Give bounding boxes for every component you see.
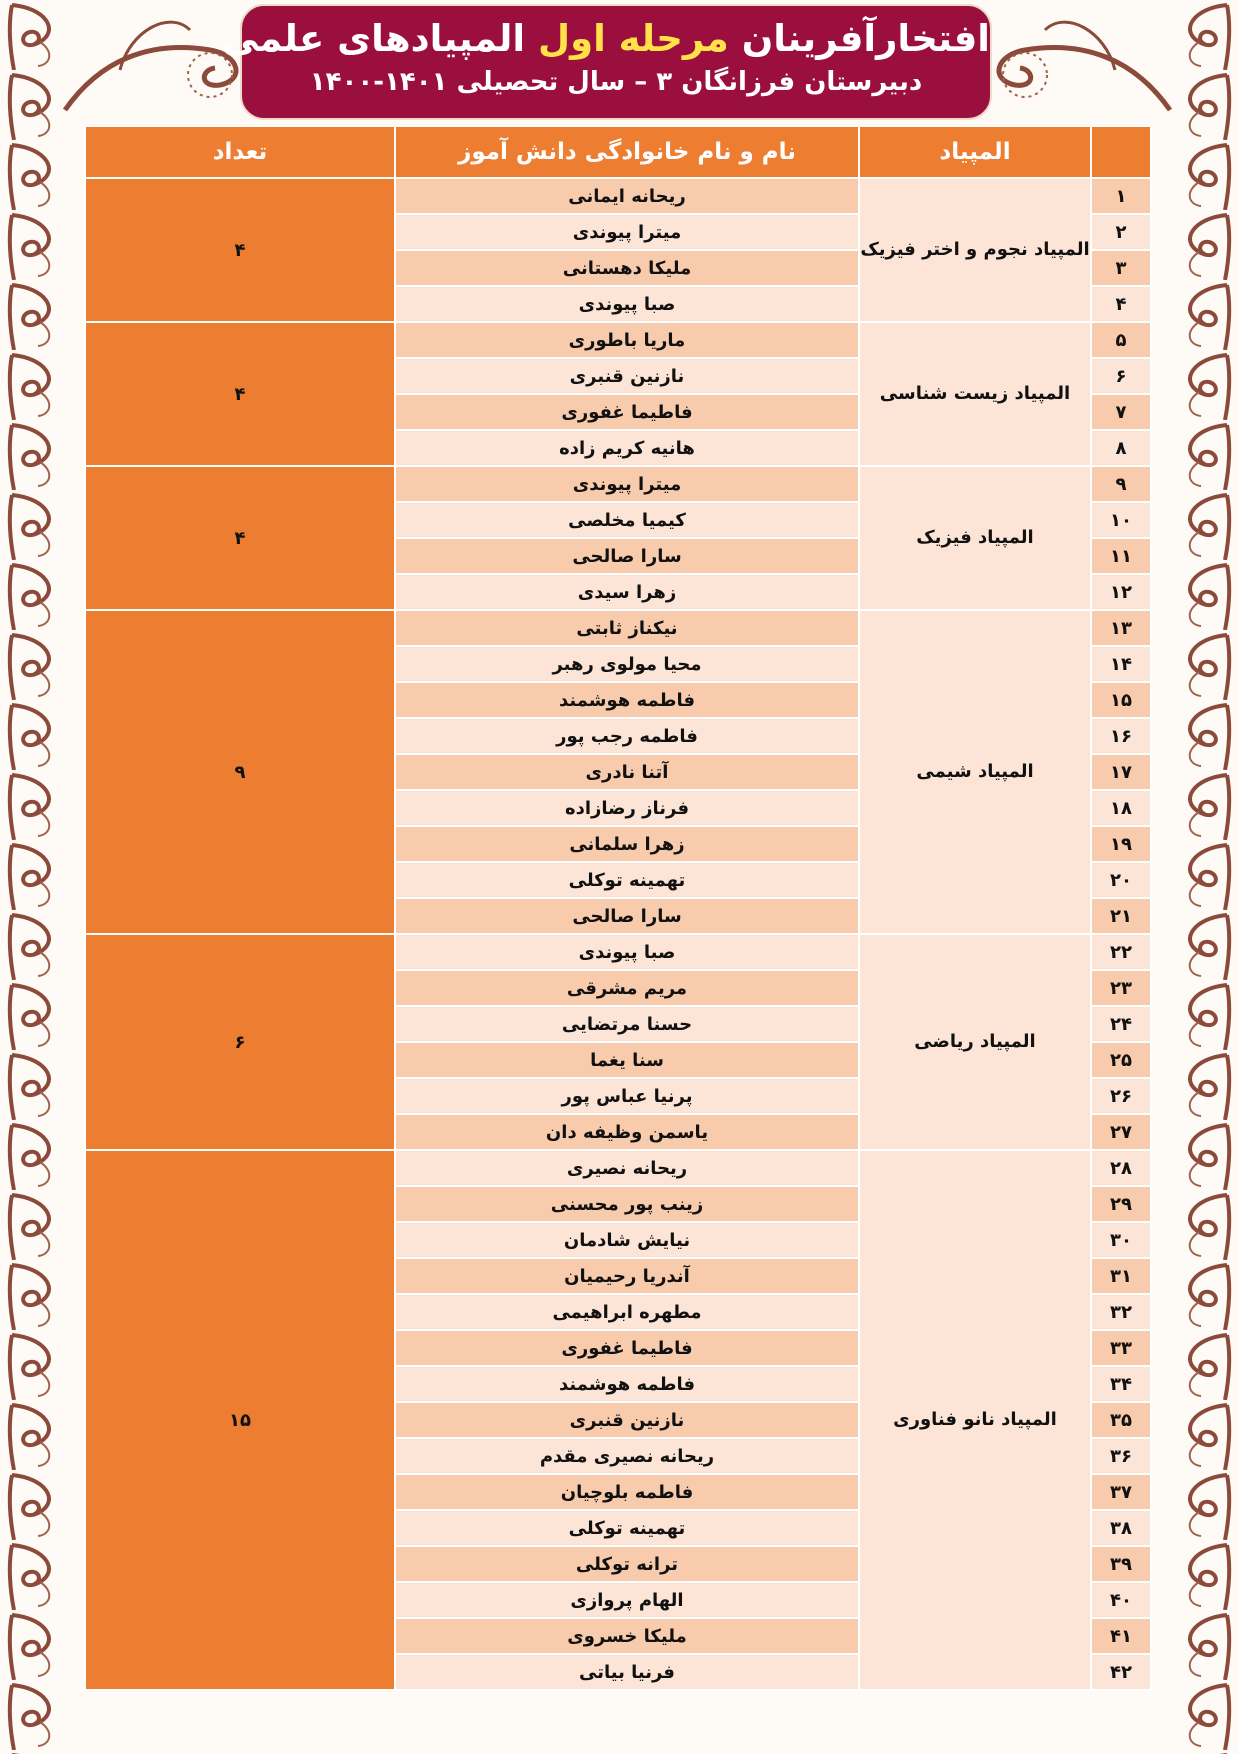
student-name: آندریا رحیمیان [395,1258,859,1294]
row-number: ۱۹ [1091,826,1151,862]
table-row [85,1150,1151,1186]
row-number: ۳۵ [1091,1402,1151,1438]
row-number: ۱۸ [1091,790,1151,826]
student-name: سارا صالحی [395,538,859,574]
student-name: فرناز رضازاده [395,790,859,826]
olympiad-count: ۱۵ [85,1150,395,1690]
student-name: ریحانه نصیری مقدم [395,1438,859,1474]
student-name: ریحانه ایمانی [395,178,859,214]
student-name: فاطیما غفوری [395,394,859,430]
col-header-count: تعداد [85,126,395,178]
olympiad-name: المپیاد شیمی [859,610,1091,934]
table-row [85,610,1151,646]
student-name: سنا یغما [395,1042,859,1078]
row-number: ۱۴ [1091,646,1151,682]
row-number: ۱۶ [1091,718,1151,754]
ornamental-border-left-icon [0,0,75,1754]
row-number: ۴۲ [1091,1654,1151,1690]
student-name: زینب پور محسنی [395,1186,859,1222]
olympiad-name: المپیاد نانو فناوری [859,1150,1091,1690]
row-number: ۱ [1091,178,1151,214]
student-name: محیا مولوی رهبر [395,646,859,682]
student-name: مطهره ابراهیمی [395,1294,859,1330]
row-number: ۶ [1091,358,1151,394]
row-number: ۳۲ [1091,1294,1151,1330]
row-number: ۱۲ [1091,574,1151,610]
table-row [85,178,1151,214]
col-header-row-number [1091,126,1151,178]
row-number: ۳۴ [1091,1366,1151,1402]
student-name: ریحانه نصیری [395,1150,859,1186]
table-row [85,466,1151,502]
student-name: تهمینه توکلی [395,862,859,898]
row-number: ۳۶ [1091,1438,1151,1474]
row-number: ۲ [1091,214,1151,250]
row-number: ۹ [1091,466,1151,502]
olympiad-name: المپیاد فیزیک [859,466,1091,610]
student-name: میترا پیوندی [395,466,859,502]
student-name: یاسمن وظیفه دان [395,1114,859,1150]
row-number: ۴۰ [1091,1582,1151,1618]
student-name: میترا پیوندی [395,214,859,250]
olympiad-count: ۶ [85,934,395,1150]
student-name: صبا پیوندی [395,934,859,970]
student-name: ماریا باطوری [395,322,859,358]
row-number: ۸ [1091,430,1151,466]
student-name: فاطیما غفوری [395,1330,859,1366]
olympiad-count: ۴ [85,178,395,322]
olympiad-count: ۴ [85,466,395,610]
row-number: ۳ [1091,250,1151,286]
row-number: ۱۱ [1091,538,1151,574]
row-number: ۲۰ [1091,862,1151,898]
row-number: ۲۱ [1091,898,1151,934]
row-number: ۲۴ [1091,1006,1151,1042]
row-number: ۳۰ [1091,1222,1151,1258]
student-name: صبا پیوندی [395,286,859,322]
row-number: ۳۱ [1091,1258,1151,1294]
olympiad-name: المپیاد زیست شناسی [859,322,1091,466]
student-name: تهمینه توکلی [395,1510,859,1546]
table-row [85,934,1151,970]
row-number: ۲۸ [1091,1150,1151,1186]
row-number: ۲۹ [1091,1186,1151,1222]
student-name: الهام پروازی [395,1582,859,1618]
row-number: ۲۷ [1091,1114,1151,1150]
student-name: زهرا سلمانی [395,826,859,862]
student-name: هانیه کریم زاده [395,430,859,466]
table-body [85,178,1151,1690]
col-header-olympiad: المپیاد [859,126,1091,178]
top-right-swirl-icon [985,0,1175,120]
table-header-row [85,126,1151,178]
student-name: فرنیا بیاتی [395,1654,859,1690]
row-number: ۳۹ [1091,1546,1151,1582]
row-number: ۲۳ [1091,970,1151,1006]
student-name: نیایش شادمان [395,1222,859,1258]
olympiad-name: المپیاد نجوم و اختر فیزیک [859,178,1091,322]
table-row [85,322,1151,358]
row-number: ۳۳ [1091,1330,1151,1366]
row-number: ۲۵ [1091,1042,1151,1078]
row-number: ۱۷ [1091,754,1151,790]
student-name: آتنا نادری [395,754,859,790]
olympiad-count: ۹ [85,610,395,934]
winners-table [84,125,1152,1691]
student-name: ملیکا دهستانی [395,250,859,286]
row-number: ۲۶ [1091,1078,1151,1114]
student-name: سارا صالحی [395,898,859,934]
title-part1: افتخارآفرینان [741,17,990,60]
page-title [221,16,990,62]
row-number: ۳۸ [1091,1510,1151,1546]
student-name: پرنیا عباس پور [395,1078,859,1114]
row-number: ۴ [1091,286,1151,322]
row-number: ۱۰ [1091,502,1151,538]
student-name: ترانه توکلی [395,1546,859,1582]
row-number: ۷ [1091,394,1151,430]
col-header-student: نام و نام خانوادگی دانش آموز [395,126,859,178]
row-number: ۱۵ [1091,682,1151,718]
student-name: نازنین قنبری [395,358,859,394]
student-name: فاطمه هوشمند [395,682,859,718]
student-name: زهرا سیدی [395,574,859,610]
student-name: نیکناز ثابتی [395,610,859,646]
ornamental-border-right-icon [1164,0,1239,1754]
title-part2: المپیادهای علمی [221,17,526,60]
row-number: ۲۲ [1091,934,1151,970]
student-name: فاطمه بلوچیان [395,1474,859,1510]
title-highlight: مرحله اول [538,17,729,60]
title-banner [221,4,992,120]
row-number: ۵ [1091,322,1151,358]
student-name: کیمیا مخلصی [395,502,859,538]
student-name: حسنا مرتضایی [395,1006,859,1042]
page-subtitle: دبیرستان فرزانگان ۳ – سال تحصیلی ۱۴۰۱-۱۴۰۰ [309,67,923,97]
row-number: ۱۳ [1091,610,1151,646]
student-name: فاطمه هوشمند [395,1366,859,1402]
row-number: ۴۱ [1091,1618,1151,1654]
student-name: مریم مشرقی [395,970,859,1006]
olympiad-name: المپیاد ریاضی [859,934,1091,1150]
student-name: ملیکا خسروی [395,1618,859,1654]
olympiad-count: ۴ [85,322,395,466]
student-name: نازنین قنبری [395,1402,859,1438]
row-number: ۳۷ [1091,1474,1151,1510]
student-name: فاطمه رجب پور [395,718,859,754]
